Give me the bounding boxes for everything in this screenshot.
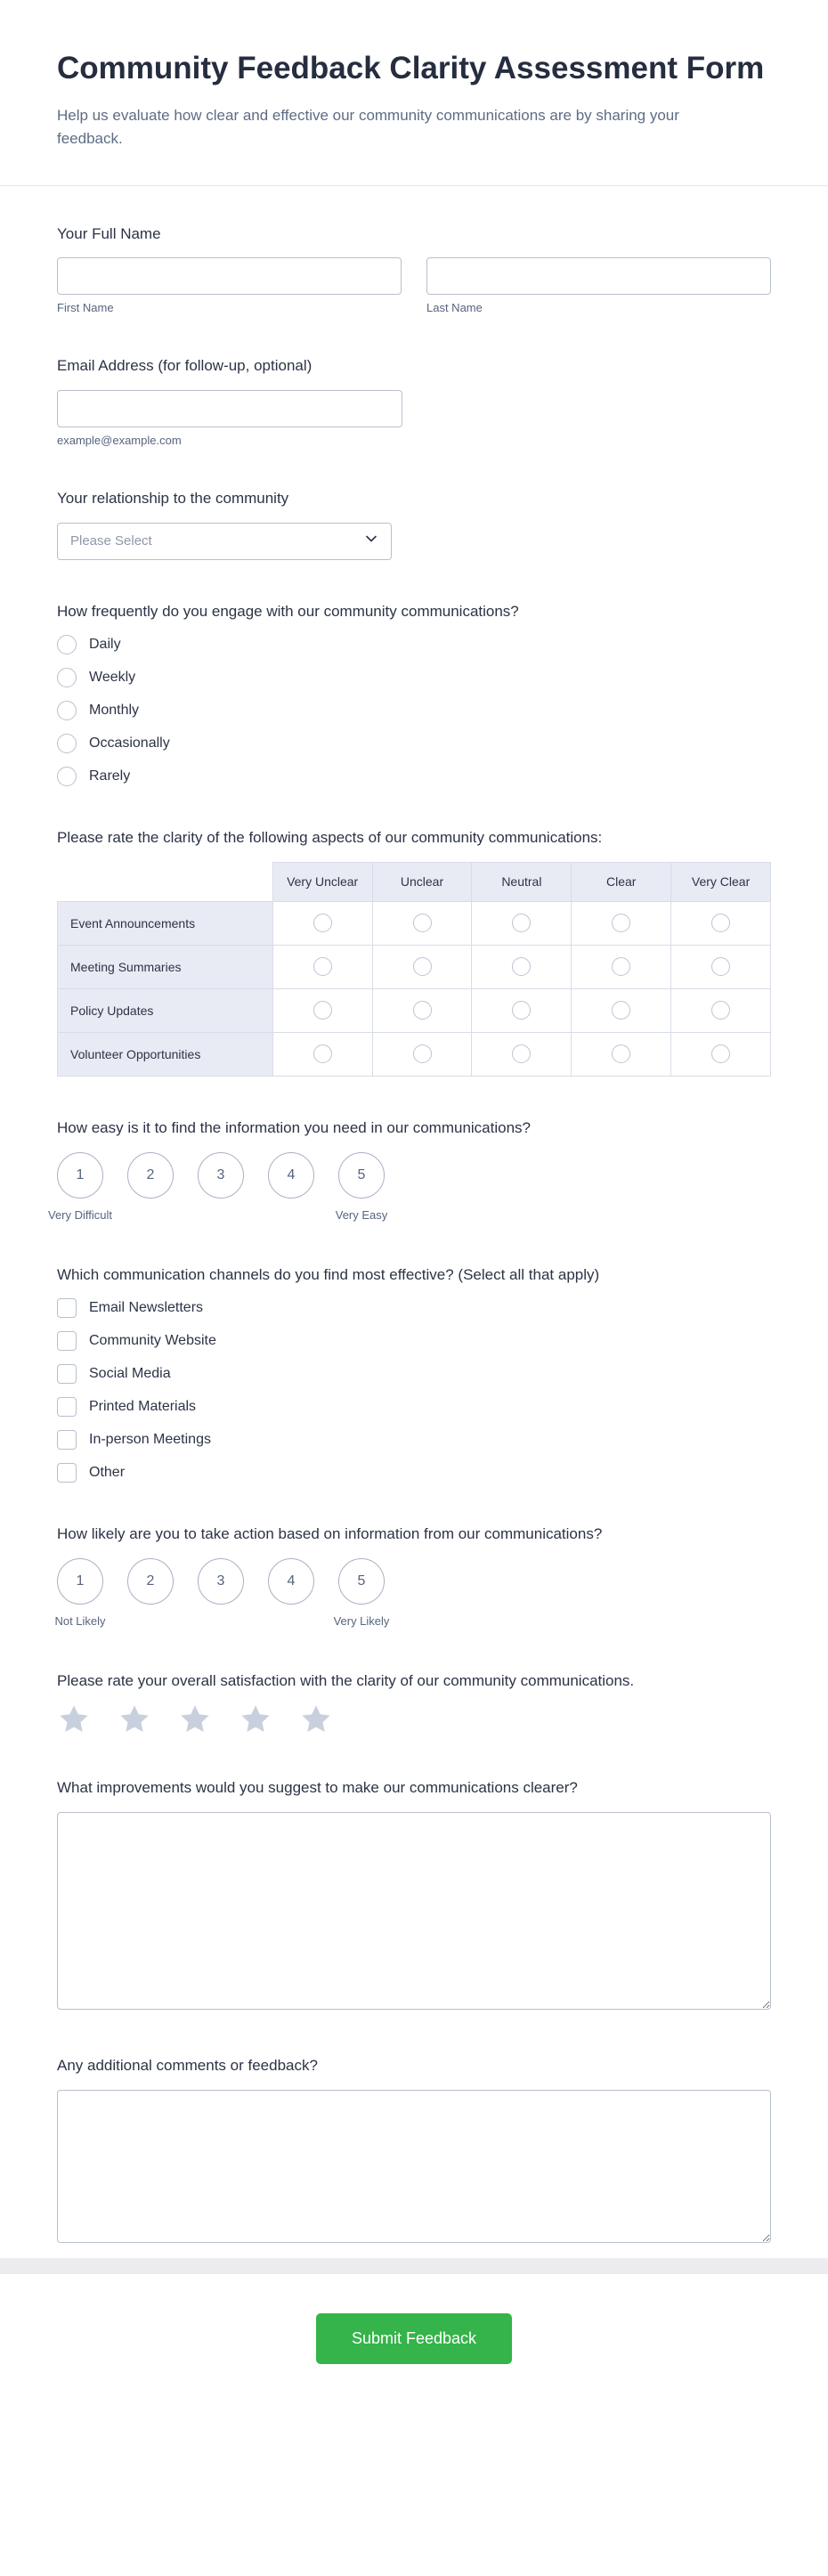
action-scale-option-3[interactable]: 3 — [198, 1558, 244, 1605]
matrix-row-meeting-summaries — [58, 945, 771, 988]
last-name-input[interactable] — [426, 257, 771, 295]
email-input[interactable] — [57, 390, 402, 427]
relationship-select[interactable] — [57, 523, 392, 560]
star-icon[interactable] — [239, 1704, 272, 1736]
clarity-matrix-table — [57, 862, 771, 1077]
matrix-radio-icon[interactable] — [612, 957, 630, 976]
matrix-row-label: Meeting Summaries — [58, 945, 273, 988]
matrix-row-label: Event Announcements — [58, 901, 273, 945]
checkbox-option-in-person-meetings[interactable] — [57, 1430, 771, 1450]
matrix-column-header: Clear — [572, 862, 671, 901]
radio-option-label: Daily — [89, 637, 121, 653]
star-icon[interactable] — [57, 1704, 91, 1736]
first-name-input[interactable] — [57, 257, 402, 295]
matrix-row-event-announcements — [58, 901, 771, 945]
matrix-column-header: Unclear — [372, 862, 472, 901]
radio-option-occasionally[interactable] — [57, 734, 771, 753]
radio-option-weekly[interactable] — [57, 668, 771, 687]
ease-scale-max-label: Very Easy — [335, 1207, 388, 1222]
question-ease-scale — [47, 1117, 771, 1223]
matrix-corner-cell — [58, 862, 273, 901]
first-name-sublabel: First Name — [57, 301, 114, 315]
checkbox-option-label: Email Newsletters — [89, 1300, 204, 1316]
comments-label: Any additional comments or feedback? — [57, 2057, 318, 2075]
checkbox-icon[interactable] — [57, 1430, 77, 1450]
submit-button[interactable]: Submit Feedback — [316, 2313, 512, 2364]
checkbox-icon[interactable] — [57, 1364, 77, 1384]
chevron-down-icon — [364, 532, 378, 550]
matrix-radio-icon[interactable] — [413, 1001, 432, 1020]
matrix-radio-icon[interactable] — [313, 957, 332, 976]
improvements-label: What improvements would you suggest to make our communications clearer? — [57, 1779, 578, 1797]
footer-divider-band — [0, 2258, 828, 2274]
question-action-scale — [54, 1524, 771, 1629]
form-title: Community Feedback Clarity Assessment Form — [57, 51, 765, 85]
matrix-row-label: Policy Updates — [58, 988, 273, 1032]
action-scale-option-4[interactable]: 4 — [268, 1558, 314, 1605]
last-name-sublabel: Last Name — [426, 301, 483, 315]
email-sublabel: example@example.com — [57, 433, 182, 447]
radio-icon[interactable] — [57, 734, 77, 753]
matrix-radio-icon[interactable] — [313, 1044, 332, 1063]
clarity-matrix-label: Please rate the clarity of the following aspects of our community communications: — [57, 829, 603, 847]
matrix-column-header: Neutral — [472, 862, 572, 901]
checkbox-option-label: Social Media — [89, 1366, 171, 1382]
ease-scale-option-4[interactable]: 4 — [268, 1152, 314, 1199]
star-icon[interactable] — [178, 1704, 212, 1736]
channels-label: Which communication channels do you find most effective? (Select all that apply) — [57, 1265, 600, 1283]
improvements-textarea[interactable] — [57, 1812, 771, 2010]
question-improvements — [57, 1777, 771, 2014]
matrix-radio-icon[interactable] — [413, 914, 432, 932]
relationship-placeholder: Please Select — [70, 533, 152, 549]
star-rating — [57, 1704, 771, 1736]
matrix-radio-icon[interactable] — [512, 1001, 531, 1020]
ease-scale-min-label: Very Difficult — [47, 1207, 113, 1222]
ease-scale-option-3[interactable]: 3 — [198, 1152, 244, 1199]
radio-option-label: Occasionally — [89, 735, 170, 752]
relationship-label: Your relationship to the community — [57, 489, 289, 507]
form-header — [0, 0, 828, 151]
action-scale-option-5[interactable]: 5 — [338, 1558, 385, 1605]
star-icon[interactable] — [299, 1704, 333, 1736]
matrix-radio-icon[interactable] — [313, 914, 332, 932]
radio-option-rarely[interactable] — [57, 767, 771, 786]
ease-scale-option-5[interactable]: 5 — [338, 1152, 385, 1199]
checkbox-option-email-newsletters[interactable] — [57, 1298, 771, 1318]
frequency-label: How frequently do you engage with our community communications? — [57, 602, 519, 620]
checkbox-option-community-website[interactable] — [57, 1331, 771, 1351]
matrix-row-label: Volunteer Opportunities — [58, 1032, 273, 1076]
checkbox-icon[interactable] — [57, 1298, 77, 1318]
matrix-radio-icon[interactable] — [313, 1001, 332, 1020]
matrix-radio-icon[interactable] — [512, 1044, 531, 1063]
question-satisfaction — [57, 1670, 771, 1737]
radio-icon[interactable] — [57, 767, 77, 786]
question-relationship — [57, 488, 771, 560]
radio-icon[interactable] — [57, 635, 77, 654]
radio-option-daily[interactable] — [57, 635, 771, 654]
radio-icon[interactable] — [57, 668, 77, 687]
form-subtitle: Help us evaluate how clear and effective our community communications are by sharing your feedback. — [57, 107, 679, 148]
checkbox-icon[interactable] — [57, 1397, 77, 1417]
matrix-radio-icon[interactable] — [612, 1044, 630, 1063]
action-scale-option-2[interactable]: 2 — [127, 1558, 174, 1605]
checkbox-icon[interactable] — [57, 1463, 77, 1483]
question-full-name — [57, 223, 771, 315]
matrix-row-policy-updates — [58, 988, 771, 1032]
checkbox-icon[interactable] — [57, 1331, 77, 1351]
full-name-label: Your Full Name — [57, 224, 161, 242]
satisfaction-label: Please rate your overall satisfaction with the clarity of our community communications. — [57, 1671, 635, 1689]
checkbox-option-other[interactable] — [57, 1463, 771, 1483]
question-frequency — [57, 601, 771, 787]
checkbox-option-label: Printed Materials — [89, 1399, 197, 1415]
star-icon[interactable] — [118, 1704, 151, 1736]
checkbox-option-label: Community Website — [89, 1333, 216, 1349]
matrix-radio-icon[interactable] — [413, 1044, 432, 1063]
matrix-radio-icon[interactable] — [711, 1044, 730, 1063]
matrix-radio-icon[interactable] — [413, 957, 432, 976]
matrix-radio-icon[interactable] — [711, 1001, 730, 1020]
radio-option-label: Weekly — [89, 670, 136, 686]
question-email — [57, 355, 771, 447]
checkbox-option-social-media[interactable] — [57, 1364, 771, 1384]
email-label: Email Address (for follow-up, optional) — [57, 357, 313, 375]
question-channels — [57, 1264, 771, 1483]
ease-scale-option-1[interactable]: 1 — [57, 1152, 103, 1199]
form-footer — [0, 2274, 828, 2524]
form-body — [0, 193, 828, 2247]
matrix-row-volunteer-opportunities — [58, 1032, 771, 1076]
checkbox-option-label: In-person Meetings — [89, 1432, 211, 1448]
matrix-radio-icon[interactable] — [711, 957, 730, 976]
matrix-radio-icon[interactable] — [612, 914, 630, 932]
ease-scale-label: How easy is it to find the information you need in our communications? — [57, 1118, 531, 1136]
matrix-radio-icon[interactable] — [512, 957, 531, 976]
matrix-column-header: Very Unclear — [272, 862, 372, 901]
action-scale-max-label: Very Likely — [333, 1613, 390, 1628]
header-divider — [0, 185, 828, 186]
matrix-column-header: Very Clear — [671, 862, 771, 901]
radio-option-label: Monthly — [89, 703, 140, 719]
action-scale-label: How likely are you to take action based on information from our communications? — [57, 1525, 603, 1543]
ease-scale-option-2[interactable]: 2 — [127, 1152, 174, 1199]
checkbox-option-printed-materials[interactable] — [57, 1397, 771, 1417]
action-scale-min-label: Not Likely — [54, 1613, 106, 1628]
action-scale-option-1[interactable]: 1 — [57, 1558, 103, 1605]
question-comments — [57, 2055, 771, 2247]
radio-icon[interactable] — [57, 701, 77, 720]
checkbox-option-label: Other — [89, 1465, 126, 1481]
radio-option-label: Rarely — [89, 768, 131, 784]
matrix-radio-icon[interactable] — [512, 914, 531, 932]
comments-textarea[interactable] — [57, 2090, 771, 2243]
matrix-radio-icon[interactable] — [711, 914, 730, 932]
radio-option-monthly[interactable] — [57, 701, 771, 720]
question-clarity-matrix — [57, 827, 771, 1077]
matrix-radio-icon[interactable] — [612, 1001, 630, 1020]
